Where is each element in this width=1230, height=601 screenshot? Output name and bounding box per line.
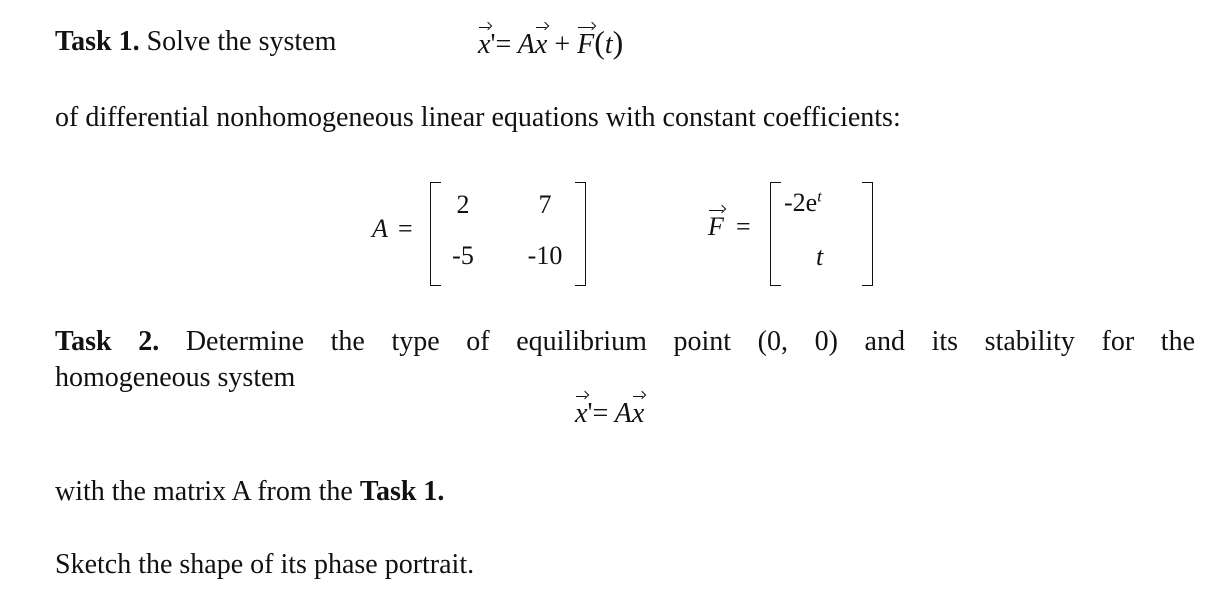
- matrix-A-cell-r1c1: 2: [456, 190, 470, 219]
- matrix-symbol-A: A: [517, 29, 535, 60]
- matrix-A-cell-r2c1: -5: [452, 241, 474, 270]
- task2-sketch: Sketch the shape of its phase portrait.: [55, 549, 475, 580]
- task2-label: Task 2.: [55, 326, 160, 357]
- task2-equation: [575, 398, 644, 430]
- task1-label: Task 1.: [55, 26, 140, 57]
- vector-F-right-bracket: [862, 182, 873, 286]
- matrix-A-cell-r2c2: -10: [527, 241, 563, 270]
- task1-heading: [55, 26, 336, 58]
- plus-sign: +: [554, 29, 571, 60]
- task2-with-matrix: [55, 476, 444, 508]
- vector-F-entry-2: t: [816, 242, 824, 271]
- vector-F-exponent: t: [817, 188, 822, 206]
- with-matrix-text: with the matrix A from the: [55, 476, 353, 507]
- task1-lead: Solve the system: [146, 26, 337, 57]
- vector-F-entry-1: $-2e^t$: [784, 188, 822, 217]
- vector-F-name: F: [708, 212, 724, 241]
- task2-vector-x: x: [575, 398, 588, 429]
- task1-description: of differential nonhomogeneous linear equations with constant coefficients:: [55, 102, 901, 133]
- task2-prime-equals: '=: [587, 398, 609, 429]
- vector-F: F: [577, 29, 595, 60]
- prime-equals: '=: [490, 29, 512, 60]
- variable-t: t: [604, 29, 613, 60]
- vector-F-equals: =: [736, 212, 751, 241]
- task2-matrix-symbol-A: A: [614, 398, 632, 429]
- matrix-A-right-bracket: [575, 182, 586, 286]
- task1-equation: x'= Ax + F(t): [478, 24, 624, 60]
- vector-x: x: [478, 29, 491, 60]
- vector-x-2: x: [534, 29, 548, 60]
- task-ref: Task 1.: [359, 476, 445, 507]
- task2-line1: [55, 326, 1195, 358]
- task2-line2: homogeneous system: [55, 362, 296, 393]
- matrix-A-cell-r1c2: 7: [538, 190, 552, 219]
- matrix-A-name: A: [372, 214, 388, 243]
- vector-F-left-bracket: [770, 182, 781, 286]
- matrix-A-equals: =: [398, 214, 413, 243]
- task2-vector-x-2: x: [631, 398, 645, 429]
- task2-line1-text: Determine the type of equilibrium point (0, 0) and its stability for the: [185, 326, 1196, 357]
